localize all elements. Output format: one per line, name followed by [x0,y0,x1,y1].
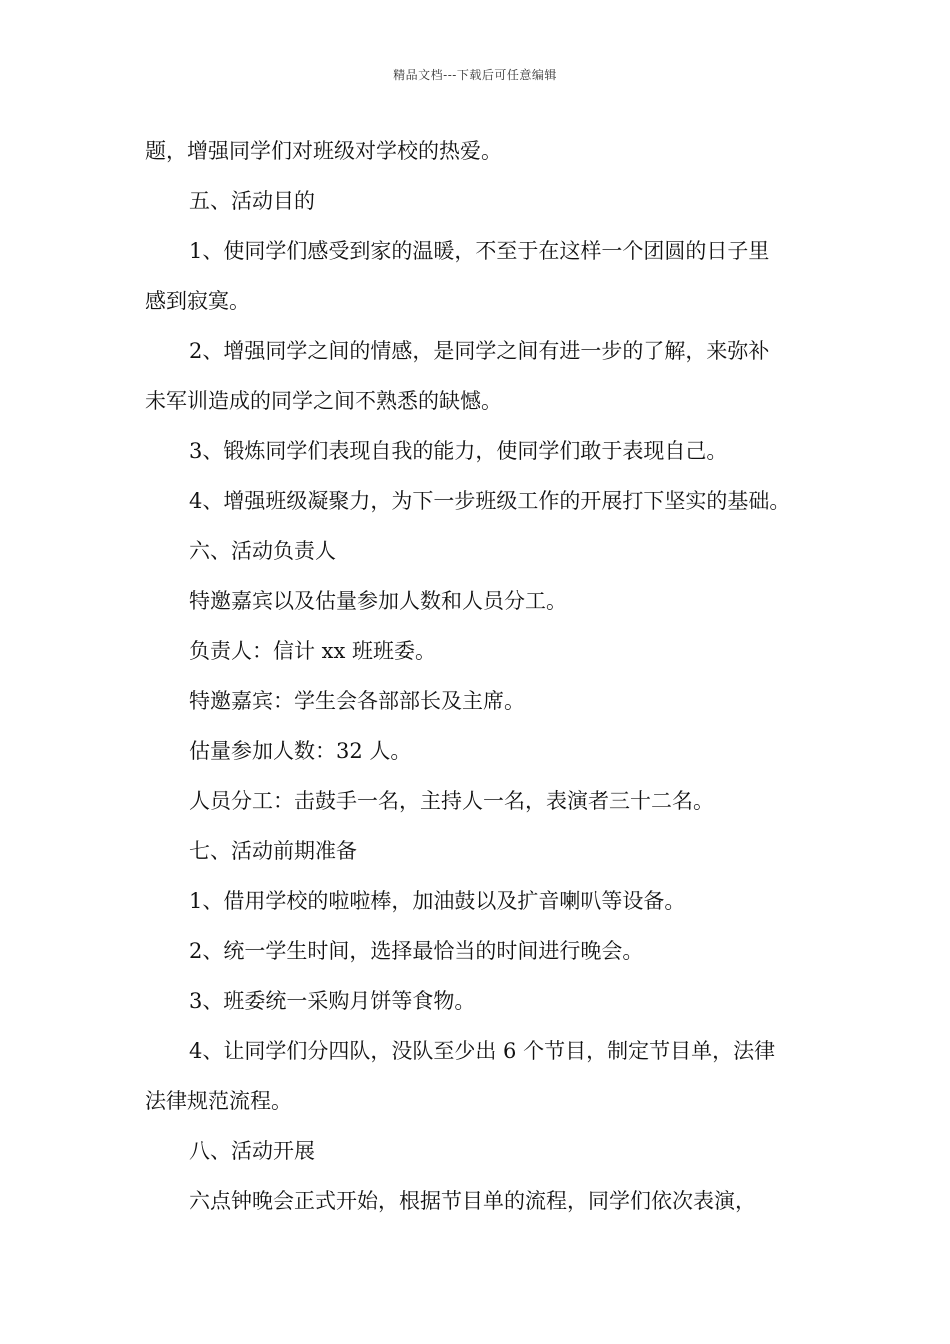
section-heading: 五、活动目的 [189,189,315,213]
paragraph-line: 题，增强同学们对班级对学校的热爱。 [145,139,502,163]
paragraph-line: 负责人：信计 xx 班班委。 [189,639,437,663]
paragraph-line: 特邀嘉宾以及估量参加人数和人员分工。 [189,589,567,613]
section-heading: 六、活动负责人 [189,539,336,563]
paragraph-line: 2、统一学生时间，选择最恰当的时间进行晚会。 [189,939,644,963]
page-header: 精品文档---下载后可任意编辑 [393,68,557,82]
paragraph-line: 六点钟晚会正式开始，根据节目单的流程，同学们依次表演， [189,1189,756,1213]
paragraph-line: 法律规范流程。 [145,1089,292,1113]
section-heading: 八、活动开展 [189,1139,315,1163]
paragraph-line: 特邀嘉宾：学生会各部部长及主席。 [189,689,525,713]
paragraph-line: 未军训造成的同学之间不熟悉的缺憾。 [145,389,502,413]
paragraph-line: 1、借用学校的啦啦棒，加油鼓以及扩音喇叭等设备。 [189,889,686,913]
paragraph-line: 感到寂寞。 [145,289,250,313]
paragraph-line: 2、增强同学之间的情感，是同学之间有进一步的了解，来弥补 [189,339,770,363]
paragraph-line: 1、使同学们感受到家的温暖，不至于在这样一个团圆的日子里 [189,239,770,263]
paragraph-line: 4、让同学们分四队，没队至少出 6 个节目，制定节目单，法律 [189,1039,776,1063]
paragraph-line: 人员分工：击鼓手一名，主持人一名，表演者三十二名。 [189,789,714,813]
paragraph-line: 估量参加人数：32 人。 [189,739,412,763]
section-heading: 七、活动前期准备 [189,839,357,863]
paragraph-line: 3、班委统一采购月饼等食物。 [189,989,476,1013]
paragraph-line: 3、锻炼同学们表现自我的能力，使同学们敢于表现自己。 [189,439,728,463]
paragraph-line: 4、增强班级凝聚力，为下一步班级工作的开展打下坚实的基础。 [189,489,791,513]
document-body [145,126,825,1226]
